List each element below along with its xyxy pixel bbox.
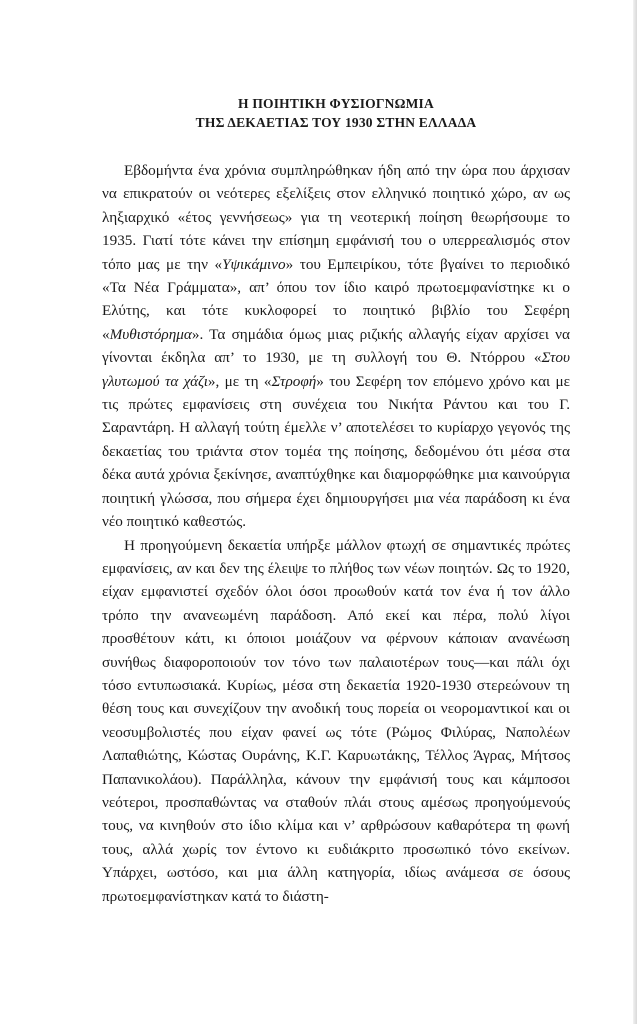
paragraph-1-text-c: ». Τα σημάδια όμως μιας ριζικής αλλαγής είχαν αρχίσει να γίνονται έκδηλα απ’ το 1930, με τη συλλογή του Θ. Ντόρρου «: [102, 325, 570, 367]
book-title-ypsikamino: Υψικάμινο: [222, 255, 286, 273]
book-title-strofi: Στροφή: [271, 372, 317, 390]
book-title-mythistorima: Μυθιστόρημα: [109, 325, 192, 343]
chapter-heading-line-1: Η ΠΟΙΗΤΙΚΗ ΦΥΣΙΟΓΝΩΜΙΑ: [238, 96, 434, 111]
paragraph-2: Η προηγούμενη δεκαετία υπήρξε μάλλον φτωχή σε σημαντικές πρώτες εμφανίσεις, αν και δεν της έλειψε το πλήθος των νέων ποιητών. Ως το 1920, είχαν εμφανιστεί σχεδόν όλοι όσοι προωθούν κατά τον ένα ή τον άλλο τρόπο την ανανεωμένη παράδοση. Από εκεί και πέρα, πολύ λίγοι προσθέτουν κάτι, κι όποιοι μοιάζουν να φέρνουν κάποιαν ανανέωση συνήθως διαφοροποιούν τον τόνο των παλαιοτέρων τους—και πάλι όχι τόσο εντυπωσιακά. Κυρίως, μέσα στη δεκαετία 1920-1930 στερεώνουν τη θέση τους και συνεχίζουν την ανοδική τους πορεία οι νεορομαντικοί και οι νεοσυμβολιστές που είχαν φανεί ως τότε (Ρώμος Φιλύρας, Ναπολέων Λαπαθιώτης, Κώστας Ουράνης, Κ.Γ. Καρυωτάκης, Τέλλος Άγρας, Μήτσος Παπανικολάου). Παράλληλα, κάνουν την εμφάνισή τους και κάμποσοι νεότεροι, προσπαθώντας να σταθούν πλάι στους αμέσως προηγούμενούς τους, να κινηθούν στο ίδιο κλίμα και ν’ αρθρώσουν καθαρότερα τη φωνή τους, αλλά χωρίς τον έντονο κι ευδιάκριτο προσωπικό τόνο εκείνων. Υπάρχει, ωστόσο, και μια άλλη κατηγορία, ιδίως ανάμεσα σε όσους πρωτοεμφανίστηκαν κατά το διάστη-: [102, 536, 570, 905]
chapter-heading-line-2: ΤΗΣ ΔΕΚΑΕΤΙΑΣ ΤΟΥ 1930 ΣΤΗΝ ΕΛΛΑΔΑ: [195, 115, 477, 130]
page-text-block: [102, 94, 570, 908]
paragraph-1-text-e: » του Σεφέρη τον επόμενο χρόνο και με τις πρώτες εμφανίσεις στη συνέχεια του Νικήτα Ράντου και του Γ. Σαραντάρη. Η αλλαγή τούτη έμελλε ν’ αποτελέσει το κυρίαρχο γεγονός της δεκαετίας του τριάντα στον τομέα της ποίησης, δεδομένου ότι μέσα στα δέκα αυτά χρόνια ξεκίνησε, αναπτύχθηκε και διαμορφώθηκε μια καινούργια ποιητική γλώσσα, που σήμερα έχει δημιουργήσει μια νέα παράδοση κι ένα νέο ποιητικό καθεστώς.: [102, 372, 570, 531]
scan-edge-shadow: [633, 0, 637, 1024]
paragraph-1-text-a: Εβδομήντα ένα χρόνια συμπληρώθηκαν ήδη από την ώρα που άρχισαν να επικρατούν οι νεότερες εξελίξεις στον ελληνικό ποιητικό χώρο, αν ως ληξιαρχικό «έτος γεννήσεως» για τη νεοτερική ποίηση θεωρήσουμε το 1935. Γιατί τότε κάνει την επίσημη εμφάνισή του ο υπερρεαλισμός στον τόπο μας με την «: [102, 162, 570, 273]
paragraph-1-text-b: » του Εμπειρίκου, τότε βγαίνει το περιοδικό «Τα Νέα Γράμματα», απ’ όπου τον ίδιο καιρό πρωτοεμφανίστηκε κι ο Ελύτης, και τότε κυκλοφορεί το ποιητικό βιβλίο του Σεφέρη «: [102, 255, 570, 343]
paragraph-1: [102, 159, 570, 534]
chapter-heading: [102, 94, 570, 132]
book-title-stou-glytomou: Στου γλυτωμού τα χάζι: [102, 349, 570, 390]
paragraph-1-text-d: », με τη «: [207, 372, 272, 390]
